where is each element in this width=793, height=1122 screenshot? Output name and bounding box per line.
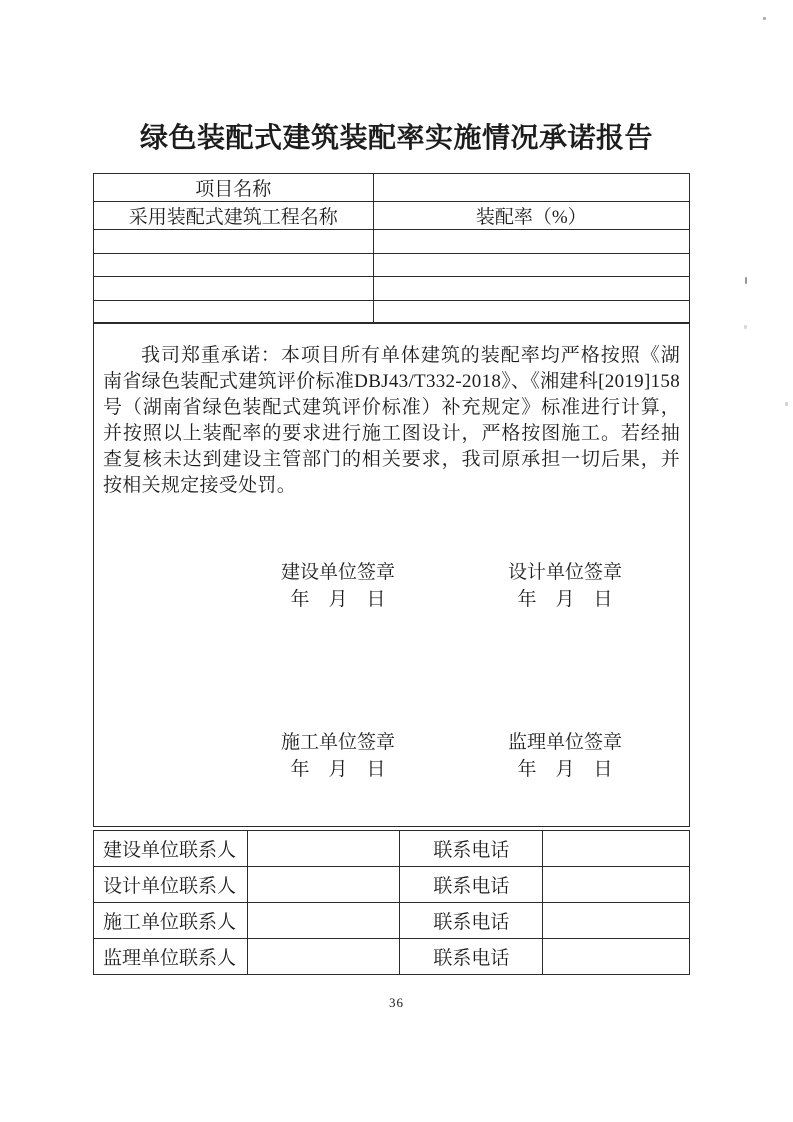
design-contact-phone-cell xyxy=(543,867,690,903)
project-info-table xyxy=(93,173,690,324)
engineering-name-empty-cell xyxy=(94,300,374,324)
owner-contact-name-cell xyxy=(247,831,400,867)
supervision-unit-signature-block xyxy=(508,731,622,782)
signature-label: 监理单位签章 xyxy=(507,732,623,753)
signature-date-line: 年 月 日 xyxy=(517,589,613,610)
table-row xyxy=(94,867,690,903)
engineering-name-empty-cell xyxy=(94,230,374,254)
document-title: 绿色装配式建筑装配率实施情况承诺报告 xyxy=(139,122,653,154)
commitment-text: 我司郑重承诺：本项目所有单体建筑的装配率均严格按照《湖南省绿色装配式建筑评价标准DBJ43/T332-2018》、《湘建科[2019]158号（湖南省绿色装配式建筑评价标准）补充规定》标准进行计算，并按照以上装配率的要求进行施工图设计，严格按图施工。若经抽查复核未达到建设主管部门的相关要求，我司原承担一切后果，并按相关规定接受处罚。 xyxy=(103,345,680,496)
table-row xyxy=(94,939,690,975)
signature-date-line: 年 月 日 xyxy=(290,589,386,610)
signature-label: 施工单位签章 xyxy=(280,732,396,753)
engineering-name-header-cell: 采用装配式建筑工程名称 xyxy=(94,202,374,230)
scan-artifact xyxy=(785,402,788,406)
project-name-value-cell xyxy=(373,174,689,202)
scan-artifact xyxy=(744,325,747,329)
table-row xyxy=(94,300,690,324)
phone-label-cell: 联系电话 xyxy=(400,867,543,903)
builder-contact-name-cell xyxy=(247,903,400,939)
table-row xyxy=(94,831,690,867)
owner-contact-phone-cell xyxy=(543,831,690,867)
table-row xyxy=(94,230,690,254)
table-row xyxy=(94,253,690,277)
design-contact-name-cell xyxy=(247,867,400,903)
signature-row-2 xyxy=(94,731,689,791)
engineering-name-empty-cell xyxy=(94,253,374,277)
table-row xyxy=(94,174,690,202)
contacts-table xyxy=(93,830,690,975)
design-unit-signature-block xyxy=(508,561,622,612)
signature-label: 设计单位签章 xyxy=(507,562,623,583)
table-row xyxy=(94,277,690,301)
assembly-rate-empty-cell xyxy=(373,253,689,277)
phone-label-cell: 联系电话 xyxy=(400,939,543,975)
scan-artifact xyxy=(763,17,766,20)
construction-owner-signature-block xyxy=(281,561,395,612)
page-number: 36 xyxy=(389,995,404,1010)
builder-contact-label-cell: 施工单位联系人 xyxy=(94,903,248,939)
engineering-name-empty-cell xyxy=(94,277,374,301)
assembly-rate-empty-cell xyxy=(373,277,689,301)
assembly-rate-empty-cell xyxy=(373,230,689,254)
assembly-rate-header-cell: 装配率（%） xyxy=(373,202,689,230)
phone-label-cell: 联系电话 xyxy=(400,903,543,939)
builder-contact-phone-cell xyxy=(543,903,690,939)
supervision-contact-phone-cell xyxy=(543,939,690,975)
builder-unit-signature-block xyxy=(281,731,395,782)
signature-date-line: 年 月 日 xyxy=(517,759,613,780)
signature-label: 建设单位签章 xyxy=(280,562,396,583)
design-contact-label-cell: 设计单位联系人 xyxy=(94,867,248,903)
signature-date-line: 年 月 日 xyxy=(290,759,386,780)
supervision-contact-name-cell xyxy=(247,939,400,975)
project-name-label-cell: 项目名称 xyxy=(94,174,374,202)
scan-artifact xyxy=(745,277,747,284)
table-row xyxy=(94,903,690,939)
assembly-rate-empty-cell xyxy=(373,300,689,324)
supervision-contact-label-cell: 监理单位联系人 xyxy=(94,939,248,975)
signature-row-1 xyxy=(94,561,689,621)
owner-contact-label-cell: 建设单位联系人 xyxy=(94,831,248,867)
phone-label-cell: 联系电话 xyxy=(400,831,543,867)
commitment-box xyxy=(93,322,690,827)
table-row xyxy=(94,202,690,230)
